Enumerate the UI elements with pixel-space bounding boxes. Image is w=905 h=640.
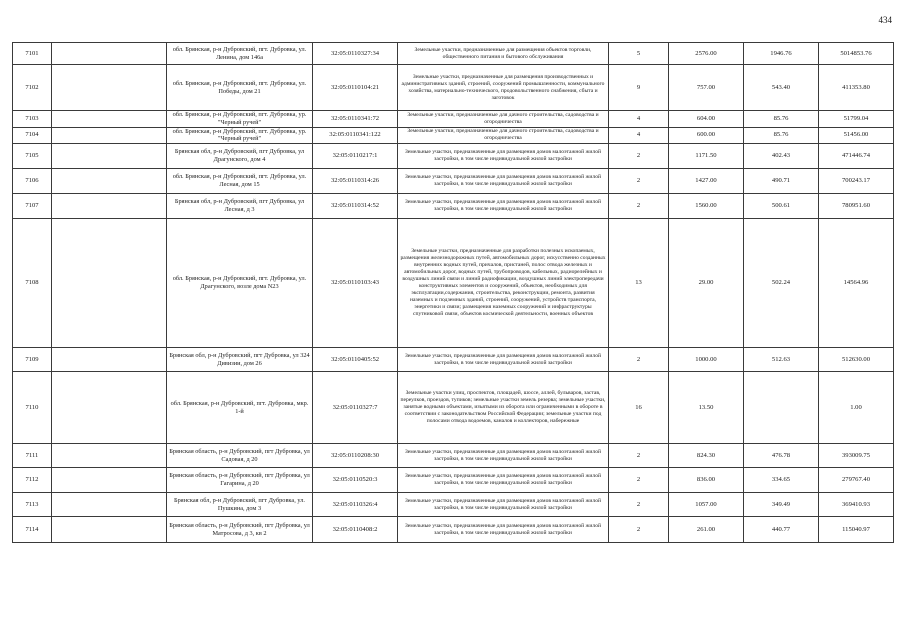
address-cell: Брянская обл, р-н Дубровский, пгт Дубровка, ул 324 Дивизии, дом 26	[167, 348, 313, 372]
use-group-cell: 2	[609, 169, 669, 194]
cadastral-value-cell: 393009.75	[819, 444, 894, 468]
spacer-cell	[52, 111, 167, 128]
specific-value-cell: 476.78	[744, 444, 819, 468]
land-use-cell: Земельные участки, предназначенные для размещения домов малоэтажной жилой застройки, в том числе индивидуальной жилой застройки	[398, 468, 609, 493]
land-use-cell: Земельные участки, предназначенные для размещения домов малоэтажной жилой застройки, в том числе индивидуальной жилой застройки	[398, 169, 609, 194]
use-group-cell: 2	[609, 194, 669, 219]
use-group-cell: 2	[609, 444, 669, 468]
table-row	[13, 468, 894, 493]
spacer-cell	[52, 444, 167, 468]
use-group-cell: 4	[609, 111, 669, 128]
address-cell: Брянская область, р-н Дубровский, пгт Дубровка, ул Садовая, д 20	[167, 444, 313, 468]
land-use-cell: Земельные участки, предназначенные для размещения домов малоэтажной жилой застройки, в том числе индивидуальной жилой застройки	[398, 493, 609, 517]
specific-value-cell: 440.77	[744, 517, 819, 543]
cadastral-value-cell: 5014853.76	[819, 43, 894, 65]
specific-value-cell: 490.71	[744, 169, 819, 194]
page-number: 434	[878, 15, 892, 25]
specific-value-cell: 334.65	[744, 468, 819, 493]
spacer-cell	[52, 468, 167, 493]
table-row	[13, 372, 894, 444]
area-cell: 1171.50	[669, 144, 744, 169]
address-cell: Брянская область, р-н Дубровский, пгт Дубровка, ул Гагарина, д 20	[167, 468, 313, 493]
address-cell: обл. Брянская, р-н Дубровский, пгт. Дубровка, мкр. 1-й	[167, 372, 313, 444]
cadastral-number-cell: 32:05:0110217:1	[313, 144, 398, 169]
cadastral-value-cell: 279767.40	[819, 468, 894, 493]
address-cell: Брянская обл, р-н Дубровский, пгт Дубровка, ул. Пушкина, дом 3	[167, 493, 313, 517]
spacer-cell	[52, 169, 167, 194]
area-cell: 824.30	[669, 444, 744, 468]
address-cell: обл. Брянская, р-н Дубровский, пгт. Дубровка, ур. "Черный ручей"	[167, 127, 313, 144]
row-number-cell: 7112	[13, 468, 52, 493]
spacer-cell	[52, 127, 167, 144]
cadastral-number-cell: 32:05:0110327:34	[313, 43, 398, 65]
area-cell: 604.00	[669, 111, 744, 128]
cadastral-number-cell: 32:05:0110314:26	[313, 169, 398, 194]
land-use-cell: Земельные участки улиц, проспектов, площадей, шоссе, аллей, бульваров, застав, переулков, проездов, тупиков; земельные участки земель резерва; земельные участки, занятые водными объектами, изъятыми из оборота или ограниченными в обороте в соответствии с законодательством Российской Федерации; земельные участки под полосами отвода водоемов, каналов и коллекторов, набережные	[398, 372, 609, 444]
table-row	[13, 517, 894, 543]
land-use-cell: Земельные участки, предназначенные для дачного строительства, садоводства и огородничества	[398, 127, 609, 144]
row-number-cell: 7101	[13, 43, 52, 65]
spacer-cell	[52, 219, 167, 348]
cadastral-value-cell: 780951.60	[819, 194, 894, 219]
land-use-cell: Земельные участки, предназначенные для размещения домов малоэтажной жилой застройки, в том числе индивидуальной жилой застройки	[398, 144, 609, 169]
cadastral-value-cell: 14564.96	[819, 219, 894, 348]
row-number-cell: 7114	[13, 517, 52, 543]
row-number-cell: 7106	[13, 169, 52, 194]
spacer-cell	[52, 348, 167, 372]
spacer-cell	[52, 194, 167, 219]
land-use-cell: Земельные участки, предназначенные для размещения производственных и административных зданий, строений, сооружений промышленности, коммунального хозяйства, материально-технического, продовольственного снабжения, сбыта и заготовок	[398, 65, 609, 111]
table-row	[13, 65, 894, 111]
row-number-cell: 7108	[13, 219, 52, 348]
row-number-cell: 7104	[13, 127, 52, 144]
cadastral-number-cell: 32:05:0110208:30	[313, 444, 398, 468]
table-row	[13, 169, 894, 194]
land-use-cell: Земельные участки, предназначенные для размещения домов малоэтажной жилой застройки, в том числе индивидуальной жилой застройки	[398, 517, 609, 543]
land-use-cell: Земельные участки, предназначенные для дачного строительства, садоводства и огородничества	[398, 111, 609, 128]
spacer-cell	[52, 65, 167, 111]
use-group-cell: 16	[609, 372, 669, 444]
specific-value-cell: 85.76	[744, 127, 819, 144]
specific-value-cell: 85.76	[744, 111, 819, 128]
specific-value-cell: 512.63	[744, 348, 819, 372]
area-cell: 1000.00	[669, 348, 744, 372]
spacer-cell	[52, 493, 167, 517]
spacer-cell	[52, 144, 167, 169]
spacer-cell	[52, 372, 167, 444]
land-use-cell: Земельные участки, предназначенные для разработки полезных ископаемых, размещения железнодорожных путей, автомобильных дорог, искусственно созданных внутренних водных путей, причалов, пристаней, полос отвода железных и автомобильных дорог, водных путей, трубопроводов, кабельных, радиорелейных и воздушных линий связи и линий радиофикации, воздушных линий электропередачи конструктивных элементов и сооружений, объектов, необходимых для эксплуатации,содержания, строительства, реконструкции, ремонта, развития наземных и подземных зданий, строений, сооружений, устройств транспорта, энергетики и связи; размещения наземных сооружений и инфраструктуры спутниковой связи, объектов космической деятельности, военных объектов	[398, 219, 609, 348]
use-group-cell: 2	[609, 468, 669, 493]
cadastral-value-cell: 369410.93	[819, 493, 894, 517]
cadastral-value-cell: 115040.97	[819, 517, 894, 543]
cadastral-value-table	[12, 42, 894, 543]
cadastral-number-cell: 32:05:0110314:52	[313, 194, 398, 219]
cadastral-value-cell: 512630.00	[819, 348, 894, 372]
cadastral-number-cell: 32:05:0110408:2	[313, 517, 398, 543]
address-cell: обл. Брянская, р-н Дубровский, пгт. Дубровка, ул. Победы, дом 21	[167, 65, 313, 111]
table-row	[13, 111, 894, 128]
address-cell: Брянская обл, р-н Дубровский, пгт Дубровка, ул Драгунского, дом 4	[167, 144, 313, 169]
use-group-cell: 2	[609, 144, 669, 169]
row-number-cell: 7110	[13, 372, 52, 444]
specific-value-cell: 349.49	[744, 493, 819, 517]
cadastral-value-cell: 51456.00	[819, 127, 894, 144]
land-use-cell: Земельные участки, предназначенные для размещения домов малоэтажной жилой застройки, в том числе индивидуальной жилой застройки	[398, 444, 609, 468]
use-group-cell: 5	[609, 43, 669, 65]
use-group-cell: 2	[609, 348, 669, 372]
table-row	[13, 194, 894, 219]
address-cell: обл. Брянская, р-н Дубровский, пгт. Дубровка, ул. Драгунского, возле дома N23	[167, 219, 313, 348]
specific-value-cell: 543.40	[744, 65, 819, 111]
address-cell: Брянская обл, р-н Дубровский, пгт Дубровка, ул Лесная, д 3	[167, 194, 313, 219]
row-number-cell: 7111	[13, 444, 52, 468]
cadastral-number-cell: 32:05:0110326:4	[313, 493, 398, 517]
table-row	[13, 43, 894, 65]
area-cell: 836.00	[669, 468, 744, 493]
table-row	[13, 493, 894, 517]
cadastral-number-cell: 32:05:0110341:122	[313, 127, 398, 144]
address-cell: обл. Брянская, р-н Дубровский, пгт. Дубровка, ул. Лесная, дом 15	[167, 169, 313, 194]
use-group-cell: 2	[609, 493, 669, 517]
area-cell: 13.50	[669, 372, 744, 444]
specific-value-cell: 500.61	[744, 194, 819, 219]
address-cell: обл. Брянская, р-н Дубровский, пгт. Дубровка, ур. "Черный ручей"	[167, 111, 313, 128]
area-cell: 757.00	[669, 65, 744, 111]
row-number-cell: 7109	[13, 348, 52, 372]
cadastral-number-cell: 32:05:0110341:72	[313, 111, 398, 128]
area-cell: 29.00	[669, 219, 744, 348]
cadastral-number-cell: 32:05:0110327:7	[313, 372, 398, 444]
area-cell: 1560.00	[669, 194, 744, 219]
table-row	[13, 144, 894, 169]
cadastral-value-cell: 700243.17	[819, 169, 894, 194]
cadastral-number-cell: 32:05:0110104:21	[313, 65, 398, 111]
area-cell: 261.00	[669, 517, 744, 543]
land-use-cell: Земельные участки, предназначенные для размещения объектов торговли, общественного питания и бытового обслуживания	[398, 43, 609, 65]
row-number-cell: 7102	[13, 65, 52, 111]
row-number-cell: 7103	[13, 111, 52, 128]
cadastral-number-cell: 32:05:0110103:43	[313, 219, 398, 348]
specific-value-cell: 402.43	[744, 144, 819, 169]
use-group-cell: 13	[609, 219, 669, 348]
specific-value-cell: 1946.76	[744, 43, 819, 65]
cadastral-number-cell: 32:05:0110520:3	[313, 468, 398, 493]
land-use-cell: Земельные участки, предназначенные для размещения домов малоэтажной жилой застройки, в том числе индивидуальной жилой застройки	[398, 348, 609, 372]
table-row	[13, 219, 894, 348]
area-cell: 2576.00	[669, 43, 744, 65]
row-number-cell: 7107	[13, 194, 52, 219]
area-cell: 600.00	[669, 127, 744, 144]
row-number-cell: 7105	[13, 144, 52, 169]
address-cell: Брянская область, р-н Дубровский, пгт Дубровка, ул Матросова, д 3, кв 2	[167, 517, 313, 543]
specific-value-cell: 502.24	[744, 219, 819, 348]
area-cell: 1427.00	[669, 169, 744, 194]
cadastral-value-cell: 51799.04	[819, 111, 894, 128]
cadastral-value-cell: 411353.80	[819, 65, 894, 111]
table-row	[13, 127, 894, 144]
row-number-cell: 7113	[13, 493, 52, 517]
cadastral-value-cell: 1.00	[819, 372, 894, 444]
area-cell: 1057.00	[669, 493, 744, 517]
land-use-cell: Земельные участки, предназначенные для размещения домов малоэтажной жилой застройки, в том числе индивидуальной жилой застройки	[398, 194, 609, 219]
use-group-cell: 4	[609, 127, 669, 144]
table-row	[13, 444, 894, 468]
address-cell: обл. Брянская, р-н Дубровский, пгт. Дубровка, ул. Ленина, дом 146а	[167, 43, 313, 65]
specific-value-cell	[744, 372, 819, 444]
use-group-cell: 2	[609, 517, 669, 543]
table-row	[13, 348, 894, 372]
cadastral-value-cell: 471446.74	[819, 144, 894, 169]
spacer-cell	[52, 43, 167, 65]
spacer-cell	[52, 517, 167, 543]
cadastral-number-cell: 32:05:0110405:52	[313, 348, 398, 372]
use-group-cell: 9	[609, 65, 669, 111]
